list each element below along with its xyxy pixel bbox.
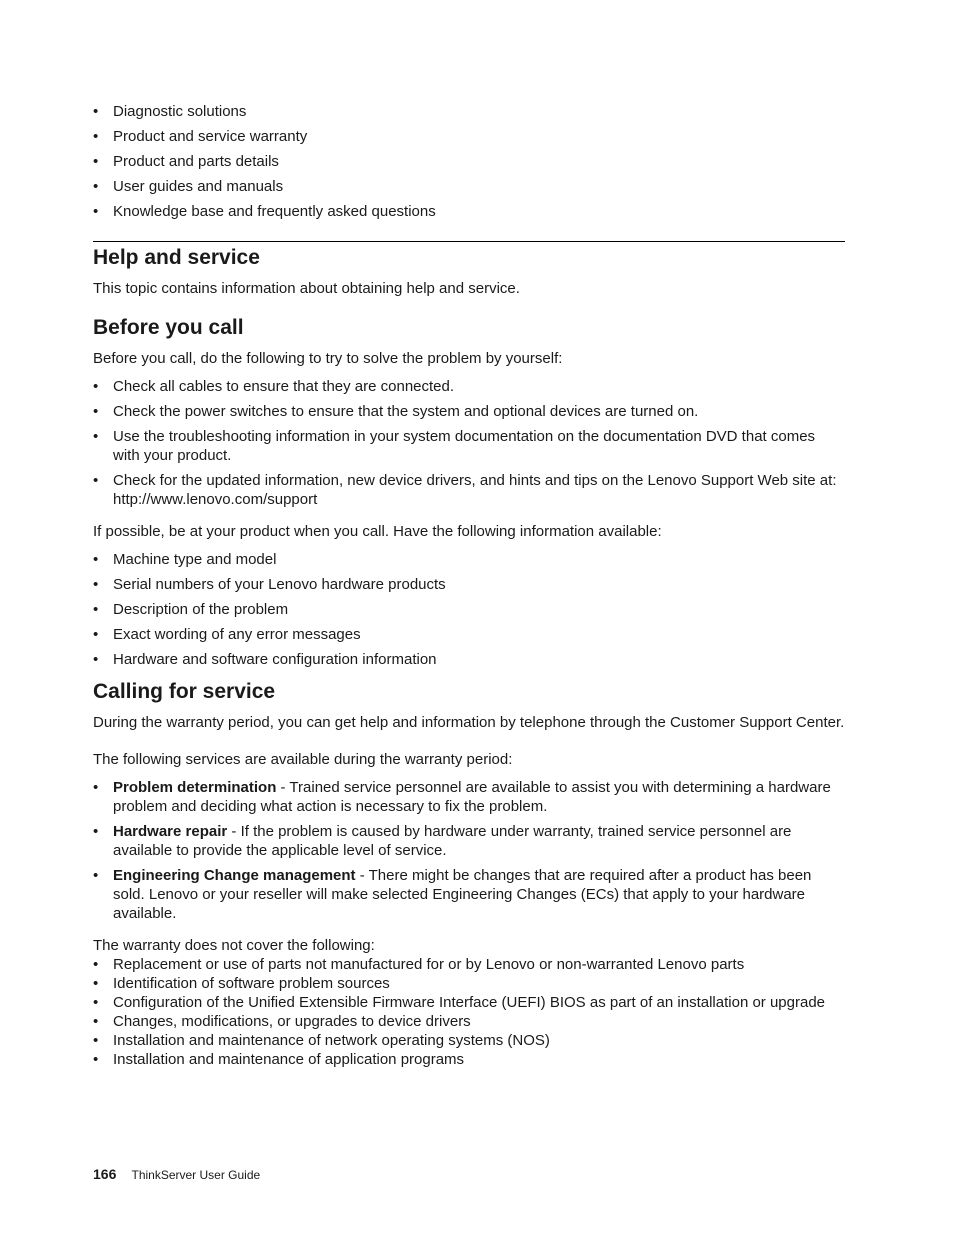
before-heading: Before you call (93, 316, 244, 339)
service-term: Engineering Change management (113, 867, 356, 884)
help-text: This topic contains information about obtaining help and service. (93, 280, 520, 297)
info-intro: If possible, be at your product when you call. Have the following information available: (93, 523, 662, 540)
list-item (93, 866, 845, 923)
service-term: Problem determination (113, 779, 277, 796)
calling-p3: The warranty does not cover the following: (93, 937, 375, 954)
support-url[interactable]: http://www.lenovo.com/support (113, 491, 318, 508)
list-item: • Changes, modifications, or upgrades to device drivers (93, 1012, 845, 1031)
calling-p1: During the warranty period, you can get help and information by telephone through the Customer Support Center. (93, 714, 845, 731)
list-item: • Hardware and software configuration information (93, 650, 845, 669)
service-desc: - There might be changes that are required after a product has been sold. Lenovo or your reseller will make selected Engineering Changes (ECs) that apply to your hardware available. (113, 867, 812, 922)
list-item (93, 822, 845, 860)
calling-p2: The following services are available during the warranty period: (93, 751, 513, 768)
list-item: • Identification of software problem sources (93, 974, 845, 993)
service-term: Hardware repair (113, 823, 228, 840)
list-item: • Serial numbers of your Lenovo hardware products (93, 575, 845, 594)
list-item: • Installation and maintenance of application programs (93, 1050, 845, 1069)
list-item: • Check all cables to ensure that they are connected. (93, 377, 845, 396)
before-intro: Before you call, do the following to try to solve the problem by yourself: (93, 350, 563, 367)
book-title: ThinkServer User Guide (131, 1168, 261, 1182)
calling-heading: Calling for service (93, 680, 276, 703)
page-content (93, 100, 845, 1069)
list-item: • Installation and maintenance of network operating systems (NOS) (93, 1031, 845, 1050)
help-heading: Help and service (93, 246, 260, 269)
list-item: • User guides and manuals (93, 177, 845, 196)
section-divider (93, 241, 845, 242)
list-item: • Exact wording of any error messages (93, 625, 845, 644)
page-number: 166 (93, 1166, 117, 1182)
list-item: • Diagnostic solutions (93, 102, 845, 121)
list-item: • Machine type and model (93, 550, 845, 569)
list-item: • Product and service warranty (93, 127, 845, 146)
list-item: • Use the troubleshooting information in your system documentation on the documentation DVD that comes with your product. (93, 427, 845, 465)
exclusions-list (93, 955, 845, 1069)
web-item-text: Check for the updated information, new device drivers, and hints and tips on the Lenovo Support Web site at: (113, 472, 837, 489)
list-item: • Configuration of the Unified Extensible Firmware Interface (UEFI) BIOS as part of an installation or upgrade (93, 993, 845, 1012)
list-item: • Check the power switches to ensure that the system and optional devices are turned on. (93, 402, 845, 421)
list-item: • Description of the problem (93, 600, 845, 619)
page-footer (93, 1166, 260, 1182)
services-list (93, 778, 845, 923)
service-desc: - Trained service personnel are available to assist you with determining a hardware problem and deciding what action is necessary to fix the problem. (113, 779, 831, 815)
intro-list (93, 102, 845, 221)
list-item: • Knowledge base and frequently asked questions (93, 202, 845, 221)
before-list (93, 377, 845, 509)
service-desc: - If the problem is caused by hardware under warranty, trained service personnel are available to provide the applicable level of service. (113, 823, 792, 859)
list-item: • Replacement or use of parts not manufactured for or by Lenovo or non-warranted Lenovo parts (93, 955, 845, 974)
list-item (93, 778, 845, 816)
list-item (93, 471, 845, 509)
info-list (93, 550, 845, 669)
list-item: • Product and parts details (93, 152, 845, 171)
